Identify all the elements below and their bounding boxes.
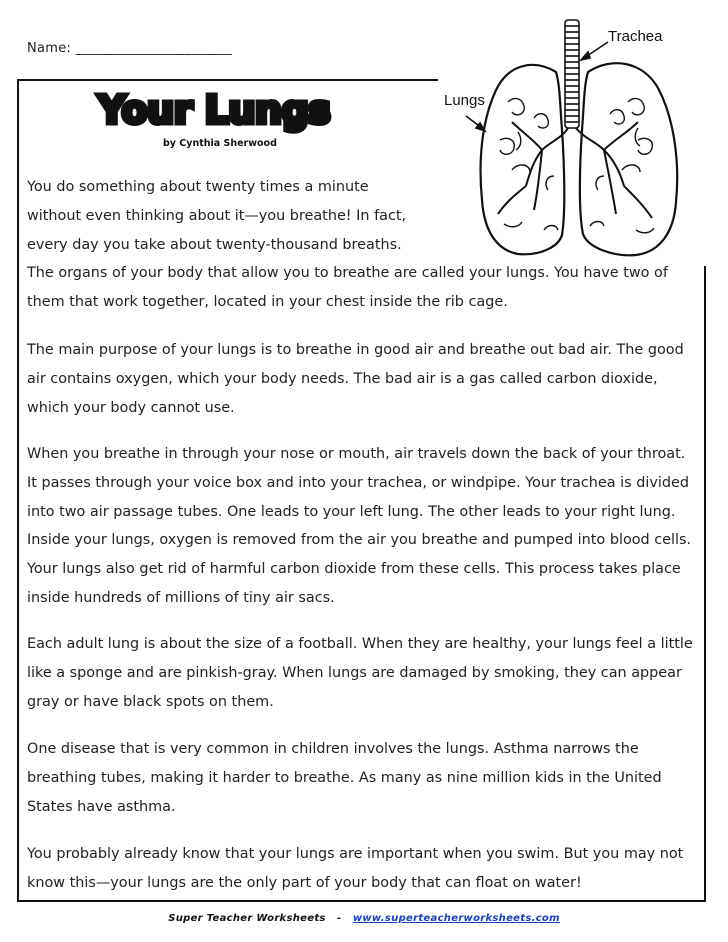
paragraph-asthma	[27, 735, 699, 821]
paragraph-text: When you breathe in through your nose or mouth, air travels down the back of your throat. It passes through your voice box and into your trachea, or windpipe. Your trachea is divided into two air passage tubes. One leads to your left lung. The other leads to your right lung. Inside your lungs, oxygen is removed from the air you breathe and pumped into blood cells. Your lungs also get rid of harmful carbon dioxide from these cells. This process takes place inside hundreds of millions of tiny air sacs.	[27, 446, 692, 606]
intro-text	[27, 173, 699, 259]
intro-line: without even thinking about it—you breathe! In fact,	[27, 207, 407, 224]
footer-website-link[interactable]: www.superteacherworksheets.com	[352, 913, 560, 924]
trachea-label: Trachea	[608, 28, 663, 45]
footer	[0, 913, 728, 924]
name-field-label: Name: _______________________	[27, 41, 233, 56]
paragraph-text: You probably already know that your lungs are important when you swim. But you may not know this—your lungs are the only part of your body that can float on water!	[27, 846, 684, 891]
page-title	[98, 88, 330, 132]
intro-line: You do something about twenty times a minute	[27, 179, 369, 195]
footer-brand: Super Teacher Worksheets	[168, 913, 326, 924]
footer-separator: -	[337, 913, 342, 924]
lungs-label: Lungs	[444, 92, 485, 109]
paragraph-breathing-path	[27, 440, 699, 613]
paragraph-organs	[27, 259, 699, 317]
paragraph-lung-size	[27, 630, 699, 716]
paragraph-purpose	[27, 336, 699, 422]
intro-line: every day you take about twenty-thousand breaths.	[27, 236, 402, 253]
byline: by Cynthia Sherwood	[163, 138, 277, 149]
paragraph-text: One disease that is very common in children involves the lungs. Asthma narrows the breathing tubes, making it harder to breathe. As many as nine million kids in the United States have asthma.	[27, 741, 662, 815]
paragraph-text: The main purpose of your lungs is to breathe in good air and breathe out bad air. The good air contains oxygen, which your body needs. The bad air is a gas called carbon dioxide, which your body cannot use.	[27, 342, 684, 416]
page-title-text: Your Lungs	[98, 88, 331, 132]
paragraph-float	[27, 840, 699, 898]
paragraph-text: The organs of your body that allow you to breathe are called your lungs. You have two of them that work together, located in your chest inside the rib cage.	[27, 265, 668, 310]
paragraph-text: Each adult lung is about the size of a football. When they are healthy, your lungs feel a little like a sponge and are pinkish-gray. When lungs are damaged by smoking, they can appear gray or have black spots on them.	[27, 636, 693, 710]
